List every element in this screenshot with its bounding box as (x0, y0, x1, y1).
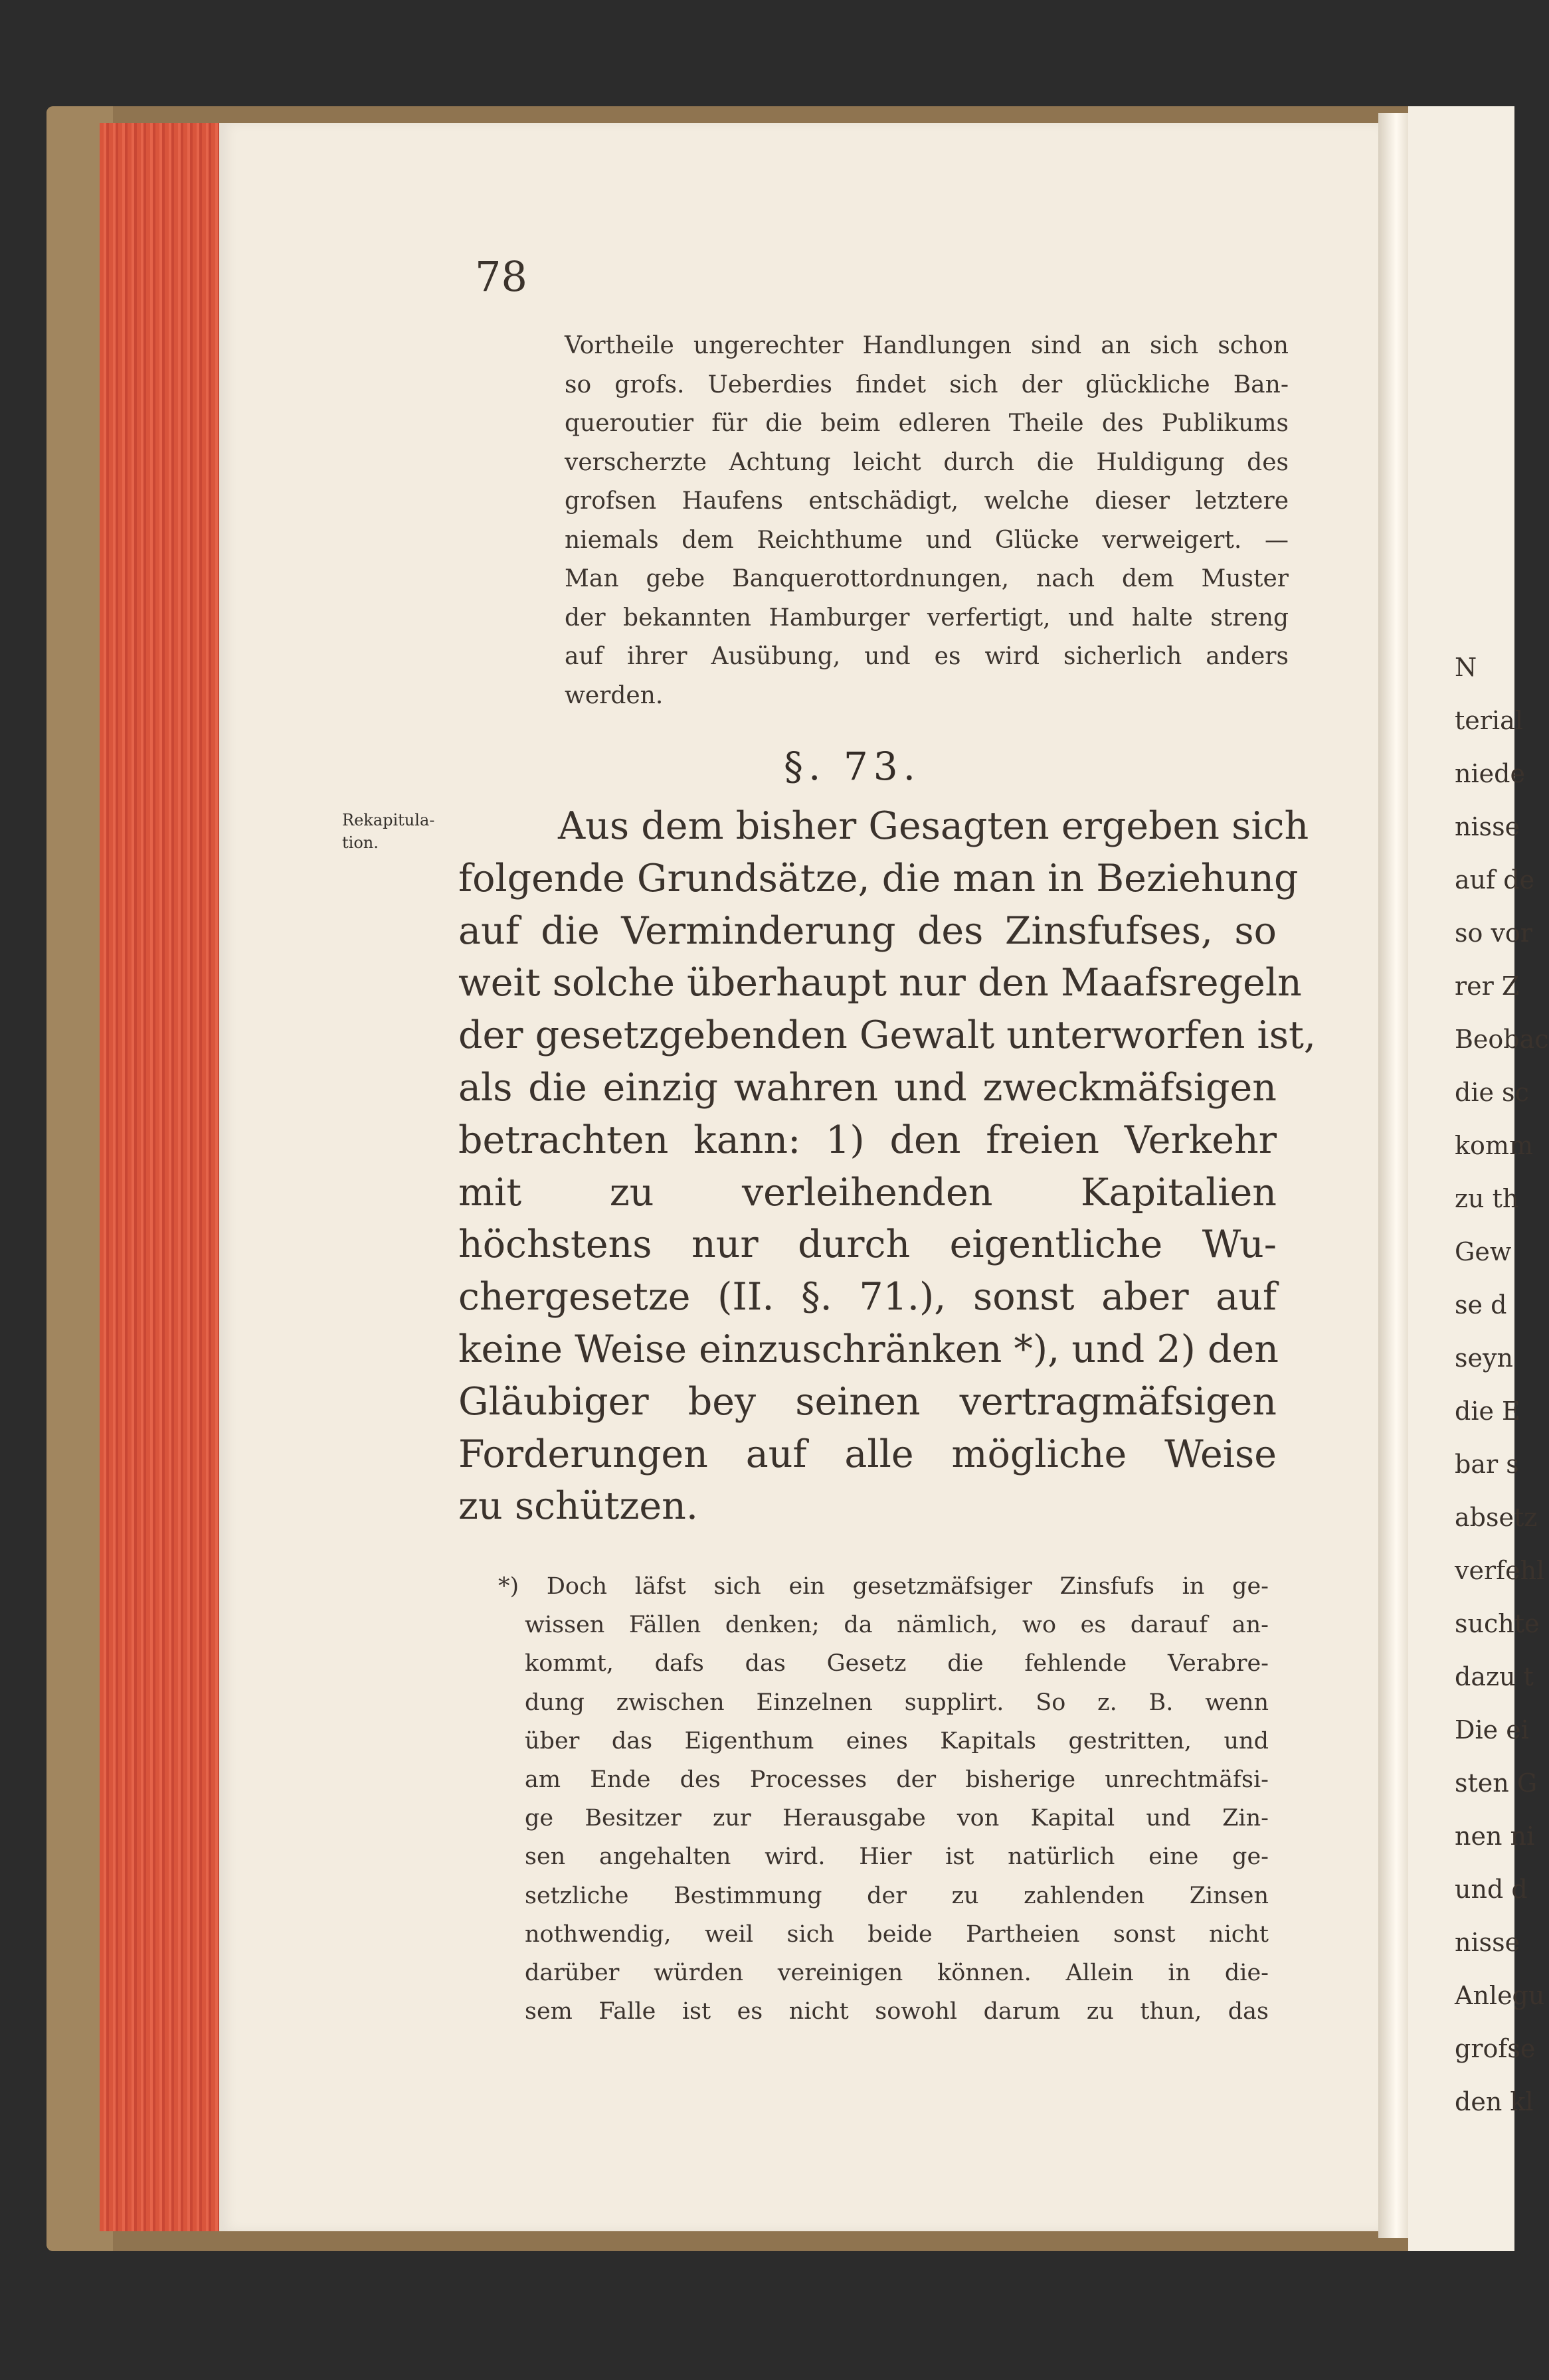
right-page-fragments (1455, 641, 1549, 2128)
right-page-fragment: se d (1455, 1290, 1507, 1319)
margin-note-line: tion. (342, 833, 379, 852)
footnote (498, 1567, 1269, 2031)
margin-note-line: Rekapitula- (342, 811, 435, 829)
right-page-fragment: grofse (1455, 2034, 1536, 2063)
main-text-line: der gesetzgebenden Gewalt unterworfen ist, (458, 1013, 1317, 1058)
right-page-fragment: rer Z (1455, 972, 1520, 1001)
right-page-fragment: den kl (1455, 2087, 1534, 2116)
main-text-line: Aus dem bisher Gesagten ergeben sich (558, 804, 1309, 848)
right-page-fragment: niede (1455, 759, 1525, 788)
footnote-line: am Ende des Processes der bisherige unrechtmäfsi- (525, 1766, 1269, 1793)
right-page-fragment: suchte (1455, 1609, 1540, 1638)
right-page-fragment: zu th (1455, 1184, 1519, 1213)
main-text-line: chergesetze (II. §. 71.), sonst aber auf (458, 1275, 1277, 1319)
note-line: grofsen Haufens entschädigt, welche dieser letztere (565, 487, 1289, 515)
main-text (458, 800, 1317, 1533)
main-text-line: betrachten kann: 1) den freien Verkehr (458, 1118, 1277, 1162)
right-page-fragment: sten G (1455, 1768, 1538, 1798)
footnote-line: kommt, dafs das Gesetz die fehlende Verabre- (525, 1650, 1269, 1677)
right-page-fragment: auf de (1455, 865, 1535, 894)
note-line: werden. (565, 681, 664, 709)
note-line: queroutier für die beim edleren Theile des Publikums (565, 410, 1289, 437)
footnote-line: darüber würden vereinigen können. Allein in die- (525, 1959, 1269, 1986)
right-page-fragment: Die ei (1455, 1715, 1529, 1744)
note-line: so grofs. Ueberdies findet sich der glückliche Ban- (565, 371, 1289, 398)
margin-note (342, 809, 475, 854)
right-page-fragment: die sc (1455, 1078, 1529, 1107)
note-line: verscherzte Achtung leicht durch die Huldigung des (565, 448, 1289, 476)
right-page (1408, 106, 1549, 2251)
main-text-line: keine Weise einzuschränken *), und 2) den (458, 1327, 1279, 1371)
footnote-line: sem Falle ist es nicht sowohl darum zu thun, das (525, 1998, 1269, 2025)
right-page-fragment: terial (1455, 706, 1523, 735)
note-line: der bekannten Hamburger verfertigt, und halte streng (565, 604, 1289, 632)
red-page-edges (100, 123, 219, 2231)
footnote-line: nothwendig, weil sich beide Partheien sonst nicht (525, 1920, 1269, 1948)
right-page-fragment: so vor (1455, 918, 1532, 948)
right-page-fragment: Gew (1455, 1237, 1512, 1266)
main-text-line: mit zu verleihenden Kapitalien (458, 1170, 1277, 1215)
right-page-fragment: nen ni (1455, 1822, 1535, 1851)
main-text-line: Gläubiger bey seinen vertragmäfsigen (458, 1379, 1277, 1424)
top-note (565, 327, 1289, 715)
right-page-fragment: und d (1455, 1875, 1528, 1904)
footnote-line: wissen Fällen denken; da nämlich, wo es darauf an- (525, 1612, 1269, 1639)
main-text-line: auf die Verminderung des Zinsfufses, so (458, 908, 1277, 953)
note-line: Man gebe Banquerottordnungen, nach dem Muster (565, 565, 1289, 592)
footnote-line: über das Eigenthum eines Kapitals gestritten, und (525, 1727, 1269, 1754)
footnote-line: setzliche Bestimmung der zu zahlenden Zinsen (525, 1882, 1269, 1909)
page-number: 78 (475, 252, 527, 301)
main-text-line: Forderungen auf alle mögliche Weise (458, 1432, 1277, 1476)
note-line: Vortheile ungerechter Handlungen sind an sich schon (565, 332, 1289, 359)
right-page-fragment: nisse (1455, 812, 1520, 841)
footnote-line: ge Besitzer zur Herausgabe von Kapital und Zin- (525, 1805, 1269, 1832)
footnote-line: *) Doch läfst sich ein gesetzmäfsiger Zinsfufs in ge- (498, 1573, 1269, 1600)
main-text-line: höchstens nur durch eigentliche Wu- (458, 1223, 1277, 1267)
main-text-line: als die einzig wahren und zweckmäfsigen (458, 1065, 1277, 1110)
right-page-fragment: komm (1455, 1131, 1533, 1160)
section-heading: §. 73. (784, 744, 921, 789)
main-text-line: zu schützen. (458, 1484, 698, 1529)
note-line: auf ihrer Ausübung, und es wird sicherlich anders (565, 643, 1289, 670)
footnote-line: dung zwischen Einzelnen supplirt. So z. B. wenn (525, 1689, 1269, 1716)
right-page-fragment: N (1455, 653, 1477, 682)
right-page-fragment: die E (1455, 1397, 1520, 1426)
right-page-fragment: absetz (1455, 1503, 1538, 1532)
note-line: niemals dem Reichthume und Glücke verweigert. — (565, 526, 1289, 554)
right-page-fragment: verfehl (1455, 1556, 1545, 1585)
book-gutter (1378, 113, 1408, 2238)
right-page-fragment: Anlegu (1455, 1981, 1545, 2010)
footnote-line: sen angehalten wird. Hier ist natürlich eine ge- (525, 1843, 1269, 1871)
right-page-fragment: nisse (1455, 1928, 1520, 1957)
main-text-line: folgende Grundsätze, die man in Beziehung (458, 856, 1299, 900)
main-text-line: weit solche überhaupt nur den Maafsregeln (458, 961, 1302, 1005)
right-page-fragment: bar s (1455, 1450, 1519, 1479)
right-page-fragment: Beobac (1455, 1025, 1549, 1054)
right-page-fragment: seyn (1455, 1343, 1513, 1373)
right-page-fragment: dazu t (1455, 1662, 1534, 1691)
